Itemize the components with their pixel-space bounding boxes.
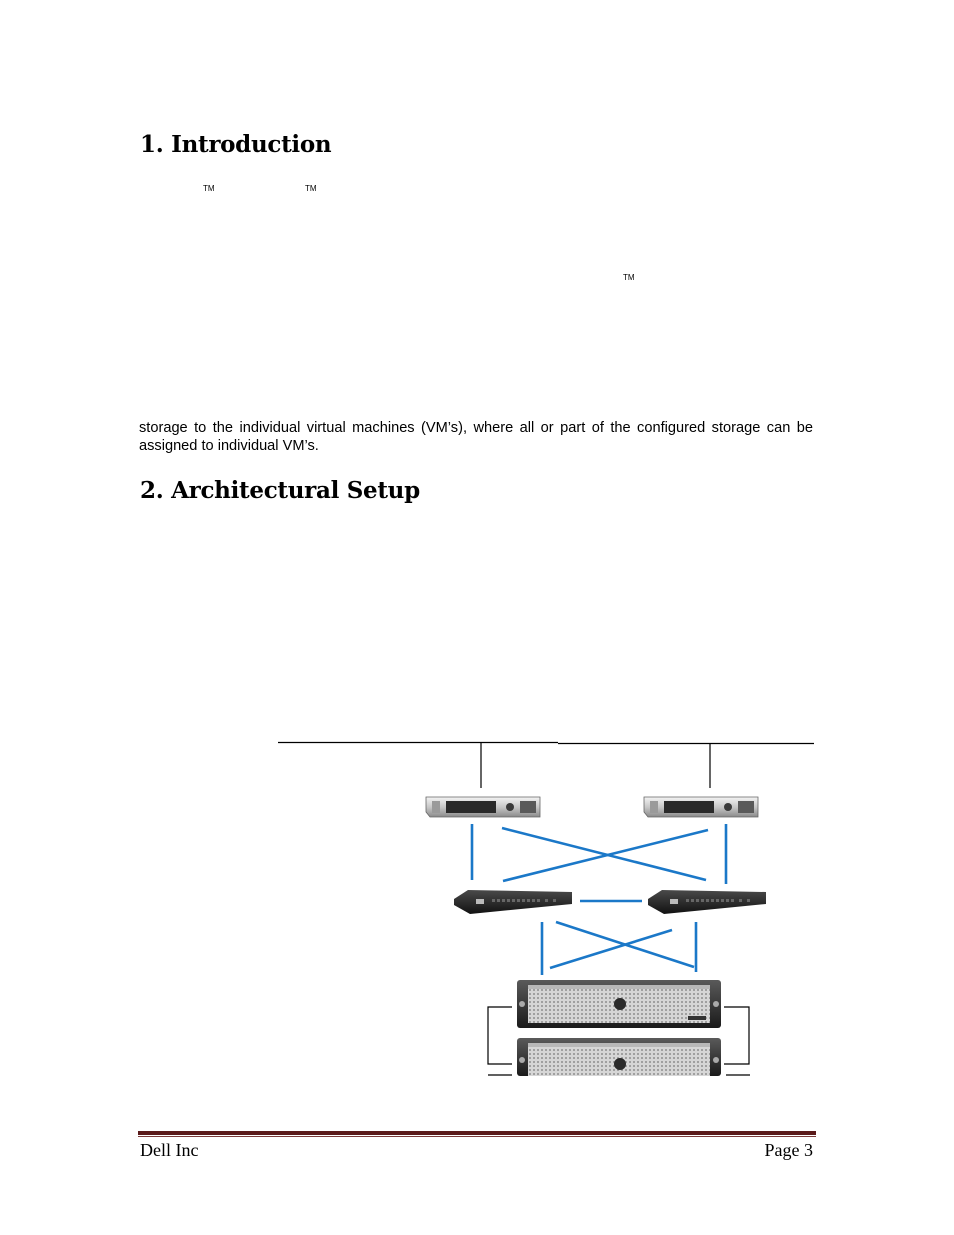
footer-rule-thin bbox=[138, 1136, 816, 1137]
network-switch-2 bbox=[648, 890, 766, 914]
trademark-mark: TM bbox=[203, 184, 215, 193]
server-1 bbox=[426, 797, 540, 817]
trademark-mark: TM bbox=[305, 184, 317, 193]
network-line-top bbox=[278, 742, 814, 788]
network-link-server-switch bbox=[472, 824, 726, 884]
intro-paragraph-tail: storage to the individual virtual machines (VM’s), where all or part of the configured storage can be assigned to individual VM’s. bbox=[139, 420, 813, 454]
footer-page-number: Page 3 bbox=[764, 1140, 813, 1160]
network-link-switch-storage bbox=[542, 922, 696, 975]
storage-array-2 bbox=[517, 1038, 721, 1076]
section-heading-introduction: 1. Introduction bbox=[140, 131, 332, 158]
trademark-mark: TM bbox=[623, 273, 635, 282]
footer-rule bbox=[138, 1131, 816, 1135]
network-switch-1 bbox=[454, 890, 572, 914]
storage-array-1 bbox=[517, 980, 721, 1028]
footer-company: Dell Inc bbox=[140, 1140, 199, 1160]
server-2 bbox=[644, 797, 758, 817]
section-heading-architectural-setup: 2. Architectural Setup bbox=[140, 477, 420, 504]
